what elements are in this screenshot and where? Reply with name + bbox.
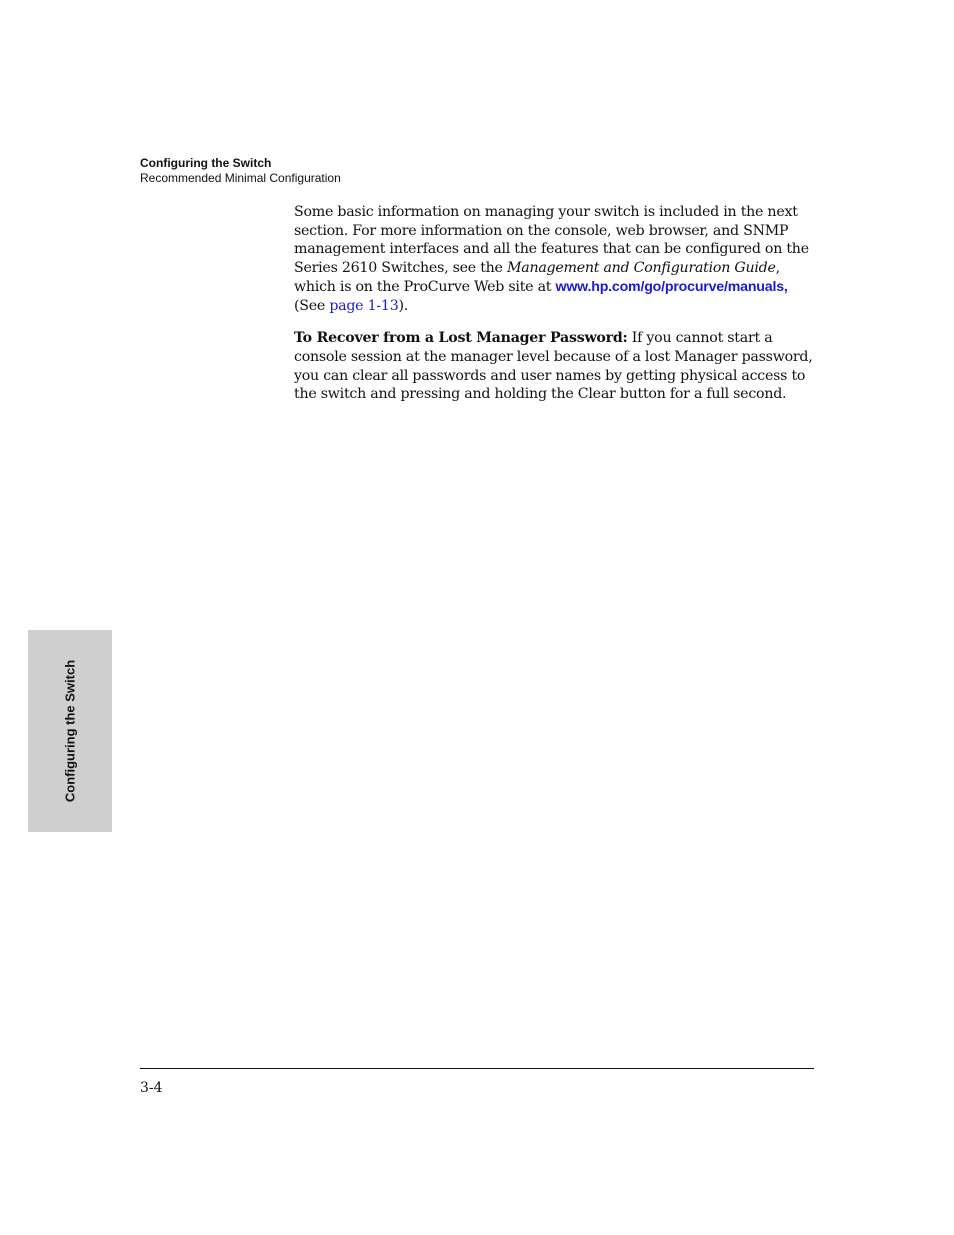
recover-password-text: If you cannot start a console session at the manager level because of a lost Manager password, you can clear all passwords and user names by getting physical access to the switch and pressing and holding the Clear button for a full second. [294,330,813,403]
intro-paragraph [294,203,816,315]
running-head-section: Recommended Minimal Configuration [140,171,341,185]
footer-divider [140,1068,814,1069]
recover-password-heading: To Recover from a Lost Manager Password: [294,330,628,347]
side-tab-label: Configuring the Switch [62,659,78,803]
intro-text-a: Some basic information on managing your switch is included in the next section. For more information on the console, web browser, and SNMP management interfaces and all the features that can be configured on the Series 2610 Switches, see the [294,204,809,277]
chapter-side-tab [28,630,112,832]
body-text [294,203,816,404]
intro-text-d: ). [398,297,409,314]
procurve-manuals-link[interactable]: www.hp.com/go/procurve/manuals, [555,278,788,295]
page-cross-reference-link[interactable]: page 1-13 [329,297,399,314]
recover-password-paragraph [294,329,816,404]
guide-title: Management and Configuration Guide [506,260,776,277]
intro-text-c: (See [294,297,330,314]
running-head-chapter: Configuring the Switch [140,156,272,170]
page-number: 3-4 [140,1080,163,1096]
intro-text-b: , which is on the ProCurve Web site at [294,260,780,295]
running-head [140,156,341,186]
